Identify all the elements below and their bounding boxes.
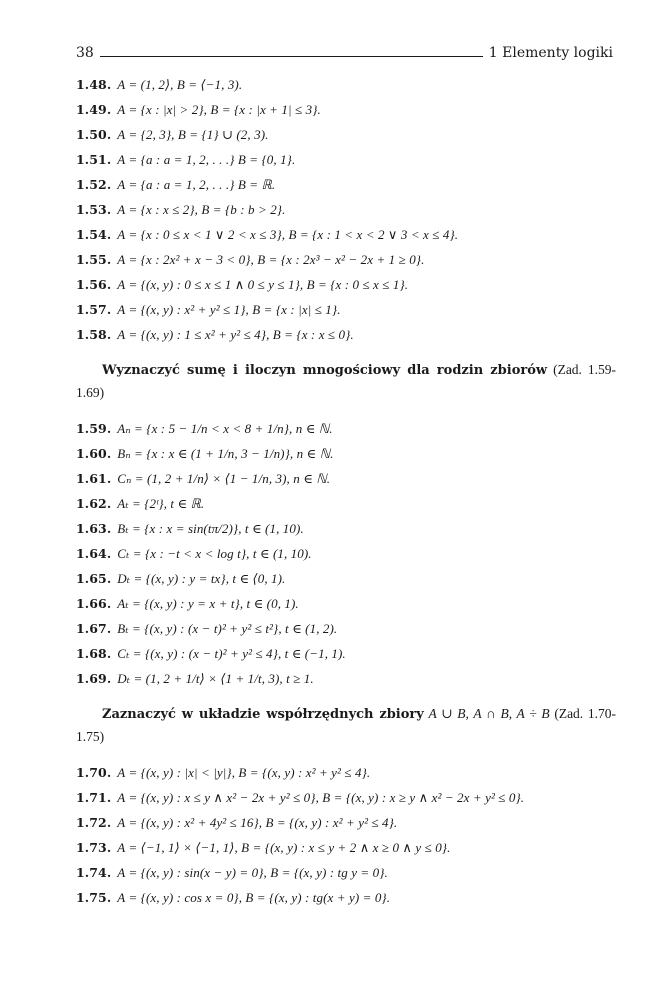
problem-number: 1.52.: [76, 177, 112, 192]
problem-expression: Dₜ = (1, 2 + 1/t⟩ × ⟨1 + 1/t, 3), t ≥ 1.: [117, 671, 314, 686]
problem-item: [76, 760, 616, 785]
problem-item: [76, 297, 616, 322]
problem-expression: A = {x : 2x² + x − 3 < 0}, B = {x : 2x³ − x² − 2x + 1 ≥ 0}.: [117, 252, 425, 267]
problem-item: [76, 616, 616, 641]
problem-item: [76, 197, 616, 222]
problem-number: 1.54.: [76, 227, 112, 242]
problem-item: [76, 860, 616, 885]
problem-expression: A = {x : 0 ≤ x < 1 ∨ 2 < x ≤ 3}, B = {x : 1 < x < 2 ∨ 3 < x ≤ 4}.: [117, 227, 459, 242]
problem-expression: Cₙ = (1, 2 + 1/n⟩ × ⟨1 − 1/n, 3), n ∈ ℕ.: [117, 471, 331, 486]
problem-list-3: [76, 760, 616, 910]
problem-number: 1.48.: [76, 77, 112, 92]
problem-number: 1.59.: [76, 421, 112, 436]
problem-expression: A = {(x, y) : 0 ≤ x ≤ 1 ∧ 0 ≤ y ≤ 1}, B = {x : 0 ≤ x ≤ 1}.: [117, 277, 409, 292]
problem-expression: A = {(x, y) : sin(x − y) = 0}, B = {(x, y) : tg y = 0}.: [117, 865, 388, 880]
instruction-1-lead: Wyznaczyć sumę i iloczyn mnogościowy dla rodzin zbiorów: [102, 363, 548, 378]
instruction-1-tail: (Zad. 1.59-1.69): [76, 362, 617, 400]
problem-expression: A = {(x, y) : x² + 4y² ≤ 16}, B = {(x, y) : x² + y² ≤ 4}.: [117, 815, 398, 830]
problem-number: 1.56.: [76, 277, 112, 292]
page-content: [76, 72, 616, 922]
problem-number: 1.53.: [76, 202, 112, 217]
problem-item: [76, 641, 616, 666]
problem-item: [76, 416, 616, 441]
problem-expression: Bₙ = {x : x ∈ (1 + 1/n, 3 − 1/n)}, n ∈ ℕ.: [117, 446, 334, 461]
problem-item: [76, 272, 616, 297]
problem-expression: A = {2, 3}, B = {1} ∪ (2, 3).: [117, 127, 269, 142]
problem-item: [76, 785, 616, 810]
problem-number: 1.66.: [76, 596, 112, 611]
page-number: 38: [76, 45, 94, 61]
problem-expression: A = {x : x ≤ 2}, B = {b : b > 2}.: [117, 202, 286, 217]
problem-number: 1.60.: [76, 446, 112, 461]
problem-expression: A = {(x, y) : x² + y² ≤ 1}, B = {x : |x| ≤ 1}.: [117, 302, 341, 317]
problem-number: 1.61.: [76, 471, 112, 486]
problem-expression: Bₜ = {(x, y) : (x − t)² + y² ≤ t²}, t ∈ (1, 2).: [117, 621, 338, 636]
problem-expression: A = {(x, y) : x ≤ y ∧ x² − 2x + y² ≤ 0}, B = {(x, y) : x ≥ y ∧ x² − 2x + y² ≤ 0}.: [117, 790, 525, 805]
problem-expression: Aₜ = {(x, y) : y = x + t}, t ∈ (0, 1).: [117, 596, 299, 611]
problem-expression: A = {a : a = 1, 2, . . .} B = {0, 1}.: [117, 152, 296, 167]
problem-item: [76, 72, 616, 97]
problem-item: [76, 466, 616, 491]
problem-item: [76, 441, 616, 466]
problem-item: [76, 247, 616, 272]
problem-number: 1.49.: [76, 102, 112, 117]
problem-expression: A = {(x, y) : cos x = 0}, B = {(x, y) : tg(x + y) = 0}.: [117, 890, 391, 905]
problem-number: 1.50.: [76, 127, 112, 142]
problem-expression: A = (1, 2⟩, B = ⟨−1, 3).: [117, 77, 243, 92]
problem-list-2: [76, 416, 616, 691]
problem-expression: Bₜ = {x : x = sin(tπ/2)}, t ∈ (1, 10).: [117, 521, 304, 536]
instruction-2: [76, 703, 616, 748]
problem-number: 1.62.: [76, 496, 112, 511]
problem-number: 1.57.: [76, 302, 112, 317]
problem-number: 1.51.: [76, 152, 112, 167]
problem-number: 1.73.: [76, 840, 112, 855]
problem-item: [76, 885, 616, 910]
problem-expression: Aₜ = {2ᵗ}, t ∈ ℝ.: [117, 496, 205, 511]
problem-item: [76, 222, 616, 247]
problem-number: 1.63.: [76, 521, 112, 536]
chapter-title: 1 Elementy logiki: [488, 45, 613, 61]
instruction-1: [76, 359, 616, 404]
problem-expression: A = {a : a = 1, 2, . . .} B = ℝ.: [117, 177, 276, 192]
problem-item: [76, 122, 616, 147]
problem-item: [76, 97, 616, 122]
problem-item: [76, 810, 616, 835]
problem-item: [76, 666, 616, 691]
problem-number: 1.71.: [76, 790, 112, 805]
problem-item: [76, 566, 616, 591]
problem-item: [76, 322, 616, 347]
problem-item: [76, 147, 616, 172]
problem-expression: Cₜ = {(x, y) : (x − t)² + y² ≤ 4}, t ∈ (−1, 1).: [117, 646, 346, 661]
instruction-2-lead: Zaznaczyć w układzie współrzędnych zbiory: [102, 707, 424, 722]
problem-number: 1.65.: [76, 571, 112, 586]
problem-expression: A = {x : |x| > 2}, B = {x : |x + 1| ≤ 3}.: [117, 102, 321, 117]
problem-number: 1.64.: [76, 546, 112, 561]
problem-number: 1.67.: [76, 621, 112, 636]
problem-expression: Cₜ = {x : −t < x < log t}, t ∈ (1, 10).: [117, 546, 312, 561]
problem-number: 1.75.: [76, 890, 112, 905]
problem-expression: A = {(x, y) : |x| < |y|}, B = {(x, y) : x² + y² ≤ 4}.: [117, 765, 371, 780]
problem-number: 1.55.: [76, 252, 112, 267]
problem-item: [76, 591, 616, 616]
problem-item: [76, 835, 616, 860]
problem-number: 1.68.: [76, 646, 112, 661]
problem-item: [76, 491, 616, 516]
header-rule: [100, 55, 483, 57]
problem-number: 1.58.: [76, 327, 112, 342]
problem-number: 1.72.: [76, 815, 112, 830]
instruction-2-sets: A ∪ B, A ∩ B, A ÷ B: [428, 706, 550, 721]
problem-expression: Aₙ = {x : 5 − 1/n < x < 8 + 1/n}, n ∈ ℕ.: [117, 421, 333, 436]
problem-list-1: [76, 72, 616, 347]
page-header: [76, 42, 613, 62]
problem-number: 1.70.: [76, 765, 112, 780]
problem-number: 1.69.: [76, 671, 112, 686]
instruction-2-tail: (Zad. 1.70-1.75): [76, 706, 617, 744]
problem-expression: Dₜ = {(x, y) : y = tx}, t ∈ ⟨0, 1).: [117, 571, 286, 586]
problem-expression: A = {(x, y) : 1 ≤ x² + y² ≤ 4}, B = {x : x ≤ 0}.: [117, 327, 354, 342]
problem-item: [76, 516, 616, 541]
problem-item: [76, 541, 616, 566]
problem-number: 1.74.: [76, 865, 112, 880]
problem-item: [76, 172, 616, 197]
problem-expression: A = ⟨−1, 1⟩ × ⟨−1, 1⟩, B = {(x, y) : x ≤ y + 2 ∧ x ≥ 0 ∧ y ≤ 0}.: [117, 840, 451, 855]
